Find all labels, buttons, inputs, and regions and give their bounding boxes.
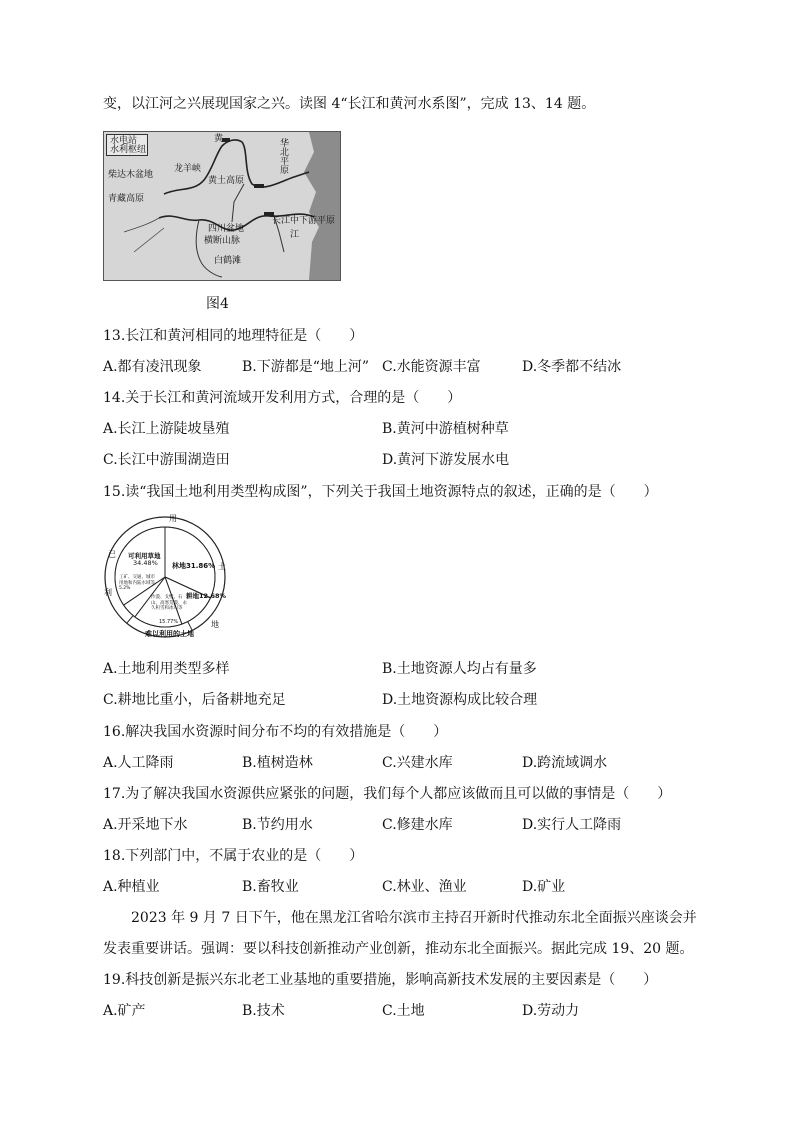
q19-option-d[interactable]: D.劳动力: [522, 1003, 580, 1019]
ring-label-2: 利: [104, 588, 112, 597]
map-label-huang: 黄: [214, 134, 224, 144]
question-15-stem: 15.读“我国土地利用类型构成图”，下列关于我国土地资源特点的叙述，正确的是（ ）: [103, 484, 658, 500]
question-19-stem: 19.科技创新是振兴东北老工业基地的重要措施，影响高新技术发展的主要因素是（ ）: [103, 972, 658, 988]
legend-water-project: 水利枢纽: [110, 145, 147, 155]
ring-label-4: 地: [211, 620, 219, 629]
q18-option-c[interactable]: C.林业、渔业: [382, 879, 467, 895]
slice-label-farm: 耕地12.68%: [186, 592, 227, 600]
q19-option-c[interactable]: C.土地: [382, 1003, 425, 1019]
tributary-line: [232, 184, 244, 222]
q13-option-b[interactable]: B.下游都是“地上河”: [242, 359, 370, 375]
map-label-yangtze-plain: 长江中下游平原: [272, 216, 336, 226]
tributary-line: [134, 228, 164, 252]
q13-option-c[interactable]: C.水能资源丰富: [382, 359, 481, 375]
legend-hydropower: 水电站: [110, 136, 138, 146]
slice-label-desert-pct: 15.77%: [159, 619, 179, 625]
q17-option-d[interactable]: D.实行人工降雨: [522, 817, 622, 833]
q16-option-b[interactable]: B.植树造林: [242, 755, 313, 771]
q17-option-a[interactable]: A.开采地下水: [103, 817, 188, 833]
q13-option-d[interactable]: D.冬季都不结冰: [522, 359, 622, 375]
intro-text: 变，以江河之兴展现国家之兴。读图 4“长江和黄河水系图”，完成 13、14 题。: [103, 96, 596, 112]
q15-option-d[interactable]: D.土地资源构成比较合理: [382, 692, 538, 708]
pie-bottom-label: 难以利用的土地: [145, 630, 194, 638]
slice-label-forest: 林地31.86%: [172, 562, 216, 570]
ring-label-0: 已: [108, 550, 116, 559]
map-label-hengduan: 横断山脉: [204, 236, 241, 246]
slice-label-urban: 工矿、交通、城市用地和内陆水域等5.2%: [119, 575, 155, 591]
ring-label-3: 土: [218, 562, 226, 571]
ring-label-1: 用: [169, 514, 177, 523]
q17-option-b[interactable]: B.节约用水: [242, 817, 313, 833]
figure-4-caption: 图4: [206, 296, 229, 312]
q14-option-d[interactable]: D.黄河下游发展水电: [382, 452, 510, 468]
q19-option-a[interactable]: A.矿产: [103, 1003, 146, 1019]
q16-option-d[interactable]: D.跨流域调水: [522, 755, 608, 771]
passage-line-2: 发表重要讲话。强调：要以科技创新推动产业创新，推动东北全面振兴。据此完成 19、20 题。: [103, 941, 694, 957]
dam-marker: [222, 138, 230, 142]
q13-option-a[interactable]: A.都有凌汛现象: [103, 359, 202, 375]
map-label-loess: 黄土高原: [208, 176, 245, 186]
q19-option-b[interactable]: B.技术: [242, 1003, 285, 1019]
q14-option-b[interactable]: B.黄河中游植树种草: [382, 421, 509, 437]
tributary-line: [124, 218, 159, 232]
map-legend: [106, 134, 148, 156]
q16-option-c[interactable]: C.兴建水库: [382, 755, 453, 771]
slice-label-grass: 可利用草地: [128, 552, 161, 560]
map-label-qaidam: 柴达木盆地: [108, 170, 154, 180]
question-16-stem: 16.解决我国水资源时间分布不均的有效措施是（ ）: [103, 724, 448, 740]
q16-option-a[interactable]: A.人工降雨: [103, 755, 174, 771]
passage-line-1: 2023 年 9 月 7 日下午，他在黑龙江省哈尔滨市主持召开新时代推动东北全面振兴座谈会并: [131, 910, 697, 926]
question-18-stem: 18.下列部门中，不属于农业的是（ ）: [103, 848, 364, 864]
map-label-jiang: 江: [290, 230, 300, 240]
map-label-qingzang: 青藏高原: [108, 194, 145, 204]
map-label-longyangxia: 龙羊峡: [174, 164, 202, 174]
q14-option-c[interactable]: C.长江中游围湖造田: [103, 452, 230, 468]
dam-marker: [254, 184, 264, 188]
sea-area: [304, 132, 340, 280]
question-17-stem: 17.为了解决我国水资源供应紧张的问题，我们每个人都应该做而且可以做的事情是（ ）: [103, 786, 672, 802]
land-use-pie-chart: [103, 511, 227, 645]
q15-option-a[interactable]: A.土地利用类型多样: [103, 661, 230, 677]
yangtze-yellow-river-map: [103, 131, 341, 281]
map-label-huabei: 华北平原: [278, 138, 288, 174]
map-label-baihetan: 白鹤滩: [214, 256, 242, 266]
q15-option-c[interactable]: C.耕地比重小，后备耕地充足: [103, 692, 286, 708]
q17-option-c[interactable]: C.修建水库: [382, 817, 453, 833]
q18-option-a[interactable]: A.种植业: [103, 879, 160, 895]
q14-option-a[interactable]: A.长江上游陡坡垦殖: [103, 421, 230, 437]
slice-label-grass-pct: 34.48%: [133, 559, 158, 567]
q18-option-d[interactable]: D.矿业: [522, 879, 566, 895]
q15-option-b[interactable]: B.土地资源人均占有量多: [382, 661, 537, 677]
question-14-stem: 14.关于长江和黄河流域开发利用方式，合理的是（ ）: [103, 390, 462, 406]
slice-label-desert: 沙漠、戈壁、石山、高寒荒漠、永久积雪和冰川等: [151, 595, 187, 611]
question-13-stem: 13.长江和黄河相同的地理特征是（ ）: [103, 328, 364, 344]
q18-option-b[interactable]: B.畜牧业: [242, 879, 299, 895]
map-label-sichuan: 四川盆地: [208, 224, 245, 234]
